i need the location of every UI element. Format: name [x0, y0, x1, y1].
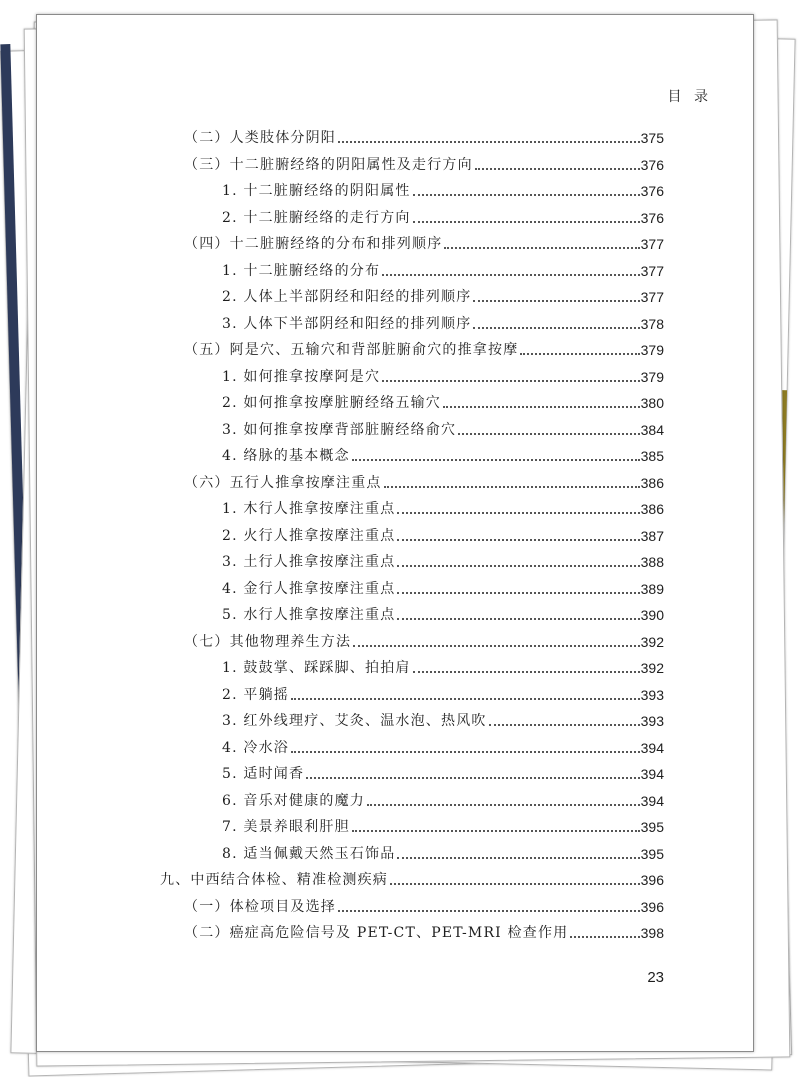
toc-entry-title: （五）阿是穴、五输穴和背部脏腑俞穴的推拿按摩	[184, 342, 519, 358]
toc-entry-title: 4. 冷水浴	[222, 739, 290, 756]
toc-entry-title: 1. 鼓鼓掌、踩踩脚、拍拍肩	[222, 660, 411, 676]
toc-leader-dots	[397, 512, 639, 514]
toc-leader-dots	[397, 857, 639, 859]
toc-entry-title: （二）癌症高危险信号及 PET-CT、PET-MRI 检查作用	[184, 925, 569, 941]
toc-leader-dots	[291, 751, 640, 753]
toc-entry[interactable]	[184, 897, 664, 917]
toc-entry[interactable]	[222, 658, 664, 678]
toc-leader-dots	[397, 539, 639, 541]
toc-entry-page: 377	[640, 262, 664, 279]
toc-entry-title: 2. 火行人推拿按摩注重点	[222, 527, 396, 544]
toc-entry[interactable]	[222, 181, 664, 201]
toc-entry[interactable]	[222, 738, 664, 758]
toc-entry-title: 6. 音乐对健康的魔力	[222, 792, 366, 809]
toc-entry[interactable]	[184, 340, 664, 360]
toc-entry-title: 2. 人体上半部阴经和阳经的排列顺序	[222, 289, 472, 305]
toc-entry-title: 3. 如何推拿按摩背部脏腑经络俞穴	[222, 421, 457, 438]
toc-entry[interactable]	[222, 261, 664, 281]
toc-entry[interactable]	[222, 526, 664, 546]
toc-leader-dots	[367, 804, 640, 806]
toc-entry-page: 395	[640, 819, 664, 835]
toc-entry-title: 1. 十二脏腑经络的阴阳属性	[222, 183, 411, 199]
toc-entry[interactable]	[222, 844, 664, 864]
toc-entry-page: 386	[640, 474, 664, 491]
toc-entry-page: 392	[640, 633, 664, 650]
toc-leader-dots	[384, 486, 640, 488]
toc-entry-title: （七）其他物理养生方法	[184, 633, 352, 650]
toc-entry[interactable]	[184, 234, 664, 254]
toc-entry-title: （二）人类肢体分阴阳	[184, 130, 336, 146]
toc-entry-page: 394	[640, 792, 664, 809]
toc-leader-dots	[444, 247, 639, 249]
toc-entry[interactable]	[222, 420, 664, 440]
toc-entry[interactable]	[222, 287, 664, 307]
toc-entry-title: （三）十二脏腑经络的阴阳属性及走行方向	[184, 156, 473, 173]
toc-entry-title: 1. 如何推拿按摩阿是穴	[222, 368, 381, 385]
toc-entry[interactable]	[184, 632, 664, 652]
toc-leader-dots	[382, 274, 639, 276]
toc-leader-dots	[382, 380, 639, 382]
toc-leader-dots	[520, 353, 639, 355]
toc-entry[interactable]	[184, 128, 664, 148]
toc-entry-page: 395	[640, 845, 664, 862]
toc-entry-title: 1. 十二脏腑经络的分布	[222, 262, 381, 279]
toc-entry-title: 3. 红外线理疗、艾灸、温水泡、热风吹	[222, 713, 487, 729]
toc-entry-page: 396	[640, 872, 664, 888]
toc-leader-dots	[570, 936, 639, 938]
toc-entry-title: 5. 适时闻香	[222, 766, 305, 782]
toc-leader-dots	[353, 645, 639, 647]
toc-entry-page: 375	[640, 130, 664, 146]
toc-entry-page: 377	[640, 289, 664, 305]
toc-entry[interactable]	[222, 367, 664, 387]
toc-entry-page: 380	[640, 395, 664, 411]
toc-leader-dots	[352, 830, 640, 832]
toc-entry-page: 393	[640, 686, 664, 703]
toc-leader-dots	[352, 459, 640, 461]
toc-entry-page: 385	[640, 448, 664, 464]
toc-entry-page: 389	[640, 580, 664, 597]
toc-leader-dots	[475, 168, 640, 170]
toc-leader-dots	[473, 327, 639, 329]
toc-entry-title: （一）体检项目及选择	[184, 898, 336, 915]
toc-entry-title: 5. 水行人推拿按摩注重点	[222, 607, 396, 623]
toc-entry-page: 393	[640, 713, 664, 729]
toc-entry-title: 1. 木行人推拿按摩注重点	[222, 501, 396, 517]
toc-entry[interactable]	[222, 393, 664, 413]
toc-entry-title: 九、中西结合体检、精准检测疾病	[160, 872, 388, 888]
toc-leader-dots	[291, 698, 640, 700]
toc-leader-dots	[473, 300, 639, 302]
toc-entry-title: 2. 平躺摇	[222, 686, 290, 703]
toc-entry-title: 8. 适当佩戴天然玉石饰品	[222, 845, 396, 862]
toc-leader-dots	[413, 194, 640, 196]
toc-entry[interactable]	[222, 685, 664, 705]
toc-leader-dots	[390, 883, 640, 885]
toc-entry-title: 3. 土行人推拿按摩注重点	[222, 554, 396, 570]
toc-entry-page: 394	[640, 739, 664, 756]
toc-entry-page: 392	[640, 660, 664, 676]
toc-entry-page: 384	[640, 421, 664, 438]
toc-entry-page: 378	[640, 315, 664, 332]
toc-entry-page: 387	[640, 527, 664, 544]
toc-entry[interactable]	[184, 155, 664, 175]
toc-leader-dots	[489, 724, 640, 726]
toc-leader-dots	[458, 433, 639, 435]
toc-leader-dots	[443, 406, 640, 408]
toc-entry[interactable]	[222, 579, 664, 599]
toc-entry[interactable]	[222, 446, 664, 466]
toc-entry[interactable]	[222, 791, 664, 811]
toc-leader-dots	[397, 592, 639, 594]
toc-entry-title: （四）十二脏腑经络的分布和排列顺序	[184, 236, 443, 252]
toc-entry-page: 386	[640, 501, 664, 517]
toc-entry[interactable]	[160, 870, 664, 890]
toc-entry-page: 388	[640, 554, 664, 570]
toc-entry-title: 4. 金行人推拿按摩注重点	[222, 580, 396, 597]
toc-entry-page: 376	[640, 183, 664, 199]
toc-entry-title: 3. 人体下半部阴经和阳经的排列顺序	[222, 315, 472, 332]
toc-leader-dots	[306, 777, 639, 779]
toc-entry[interactable]	[222, 499, 664, 519]
toc-entry-title: 2. 如何推拿按摩脏腑经络五输穴	[222, 395, 442, 411]
page-header-title: 目 录	[667, 89, 712, 105]
toc-entry[interactable]	[184, 923, 664, 943]
toc-entry[interactable]	[222, 817, 664, 837]
toc-entry[interactable]	[184, 473, 664, 493]
toc-entry[interactable]	[222, 552, 664, 572]
toc-entry-title: 2. 十二脏腑经络的走行方向	[222, 209, 411, 226]
toc-entry-page: 394	[640, 766, 664, 782]
page-number: 23	[647, 969, 664, 986]
toc-leader-dots	[413, 671, 640, 673]
toc-leader-dots	[413, 221, 640, 223]
toc-leader-dots	[397, 565, 639, 567]
toc-entry-page: 379	[640, 368, 664, 385]
toc-entry-page: 377	[640, 236, 664, 252]
toc-leader-dots	[397, 618, 639, 620]
toc-entry-page: 390	[640, 607, 664, 623]
toc-entry-page: 376	[640, 209, 664, 226]
toc-entry-title: （六）五行人推拿按摩注重点	[184, 474, 382, 491]
toc-entry[interactable]	[222, 764, 664, 784]
toc-leader-dots	[338, 910, 640, 912]
toc-entry-title: 7. 美景养眼利肝胆	[222, 819, 350, 835]
toc-entry-title: 4. 络脉的基本概念	[222, 448, 350, 464]
toc-entry[interactable]	[222, 605, 664, 625]
toc-entry[interactable]	[222, 711, 664, 731]
toc-entry[interactable]	[222, 208, 664, 228]
toc-entry-page: 376	[640, 156, 664, 173]
toc-entry-page: 379	[640, 342, 664, 358]
toc-entry-page: 398	[640, 925, 664, 941]
toc-entry[interactable]	[222, 314, 664, 334]
toc-leader-dots	[338, 141, 640, 143]
toc-entry-page: 396	[640, 898, 664, 915]
